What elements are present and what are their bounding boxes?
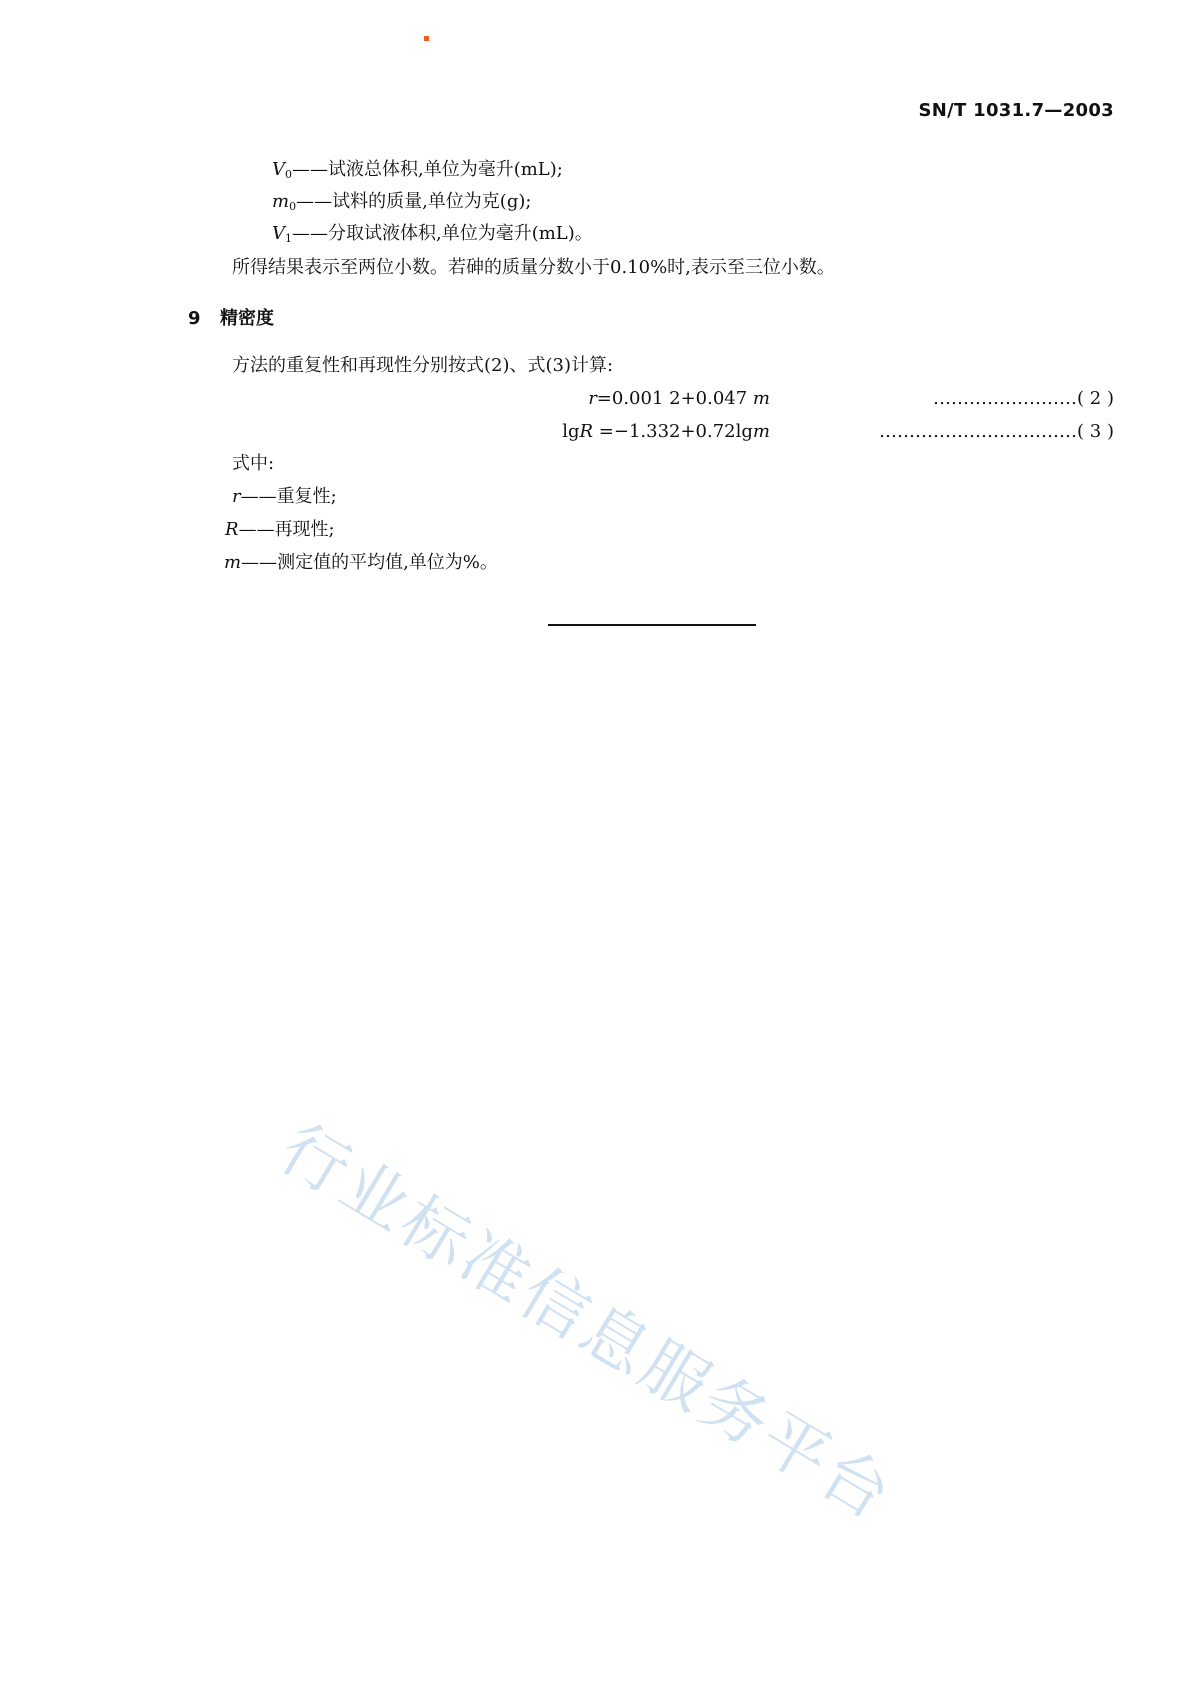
definition-symbol: m: [224, 552, 242, 573]
definition-symbol: r: [232, 486, 241, 507]
formula-number: ( 2 ): [1077, 388, 1114, 409]
definition-r: [232, 485, 337, 509]
orange-mark: [424, 36, 429, 41]
formula-3-number: [879, 420, 1114, 444]
definition-subscript: 0: [285, 168, 292, 181]
section-number: 9: [188, 308, 201, 329]
formula-var: m: [752, 388, 770, 409]
formula-2: [588, 387, 770, 411]
definition-text: ——测定值的平均值,单位为%。: [241, 552, 498, 573]
definition-symbol: m: [272, 191, 290, 212]
definition-symbol: V: [272, 223, 285, 244]
formula-var: m: [752, 421, 770, 442]
formula-leader: ……………………: [933, 388, 1078, 409]
definition-text: ——试液总体积,单位为毫升(mL);: [292, 159, 563, 180]
definition-symbol: R: [225, 519, 239, 540]
formula-3: [562, 420, 770, 444]
definition-symbol: V: [272, 159, 285, 180]
standard-code: SN/T 1031.7—2003: [918, 100, 1114, 121]
result-note: 所得结果表示至两位小数。若砷的质量分数小于0.10%时,表示至三位小数。: [232, 257, 835, 278]
section-heading: [188, 304, 274, 330]
formula-number: ( 3 ): [1077, 421, 1114, 442]
formula-2-number: [933, 387, 1114, 411]
definition-capital-r: [225, 518, 335, 542]
definition-m0: [272, 190, 531, 219]
intro-text: 方法的重复性和再现性分别按式(2)、式(3)计算:: [232, 355, 614, 376]
formula-lhs: R: [579, 421, 594, 442]
formula-rhs: =−1.332+0.72lg: [593, 421, 753, 442]
definition-text: ——重复性;: [240, 486, 337, 507]
formula-lhs: r: [588, 388, 597, 409]
end-rule: [548, 624, 756, 626]
definition-m: [224, 551, 498, 575]
definition-subscript: 0: [289, 200, 297, 213]
definition-text: ——试料的质量,单位为克(g);: [296, 191, 532, 212]
definition-v0: [272, 158, 563, 187]
section-title: 精密度: [220, 308, 274, 329]
definition-text: ——再现性;: [238, 519, 335, 540]
definition-text: ——分取试液体积,单位为毫升(mL)。: [292, 223, 593, 244]
watermark: 行业标准信息服务平台: [267, 1109, 907, 1537]
definition-subscript: 1: [285, 232, 292, 245]
formula-leader: ……………………………: [879, 421, 1078, 442]
formula-rhs: =0.001 2+0.047: [596, 388, 753, 409]
definition-v1: [272, 222, 593, 251]
where-label: 式中:: [232, 453, 275, 474]
formula-lhs-prefix: lg: [562, 421, 580, 442]
